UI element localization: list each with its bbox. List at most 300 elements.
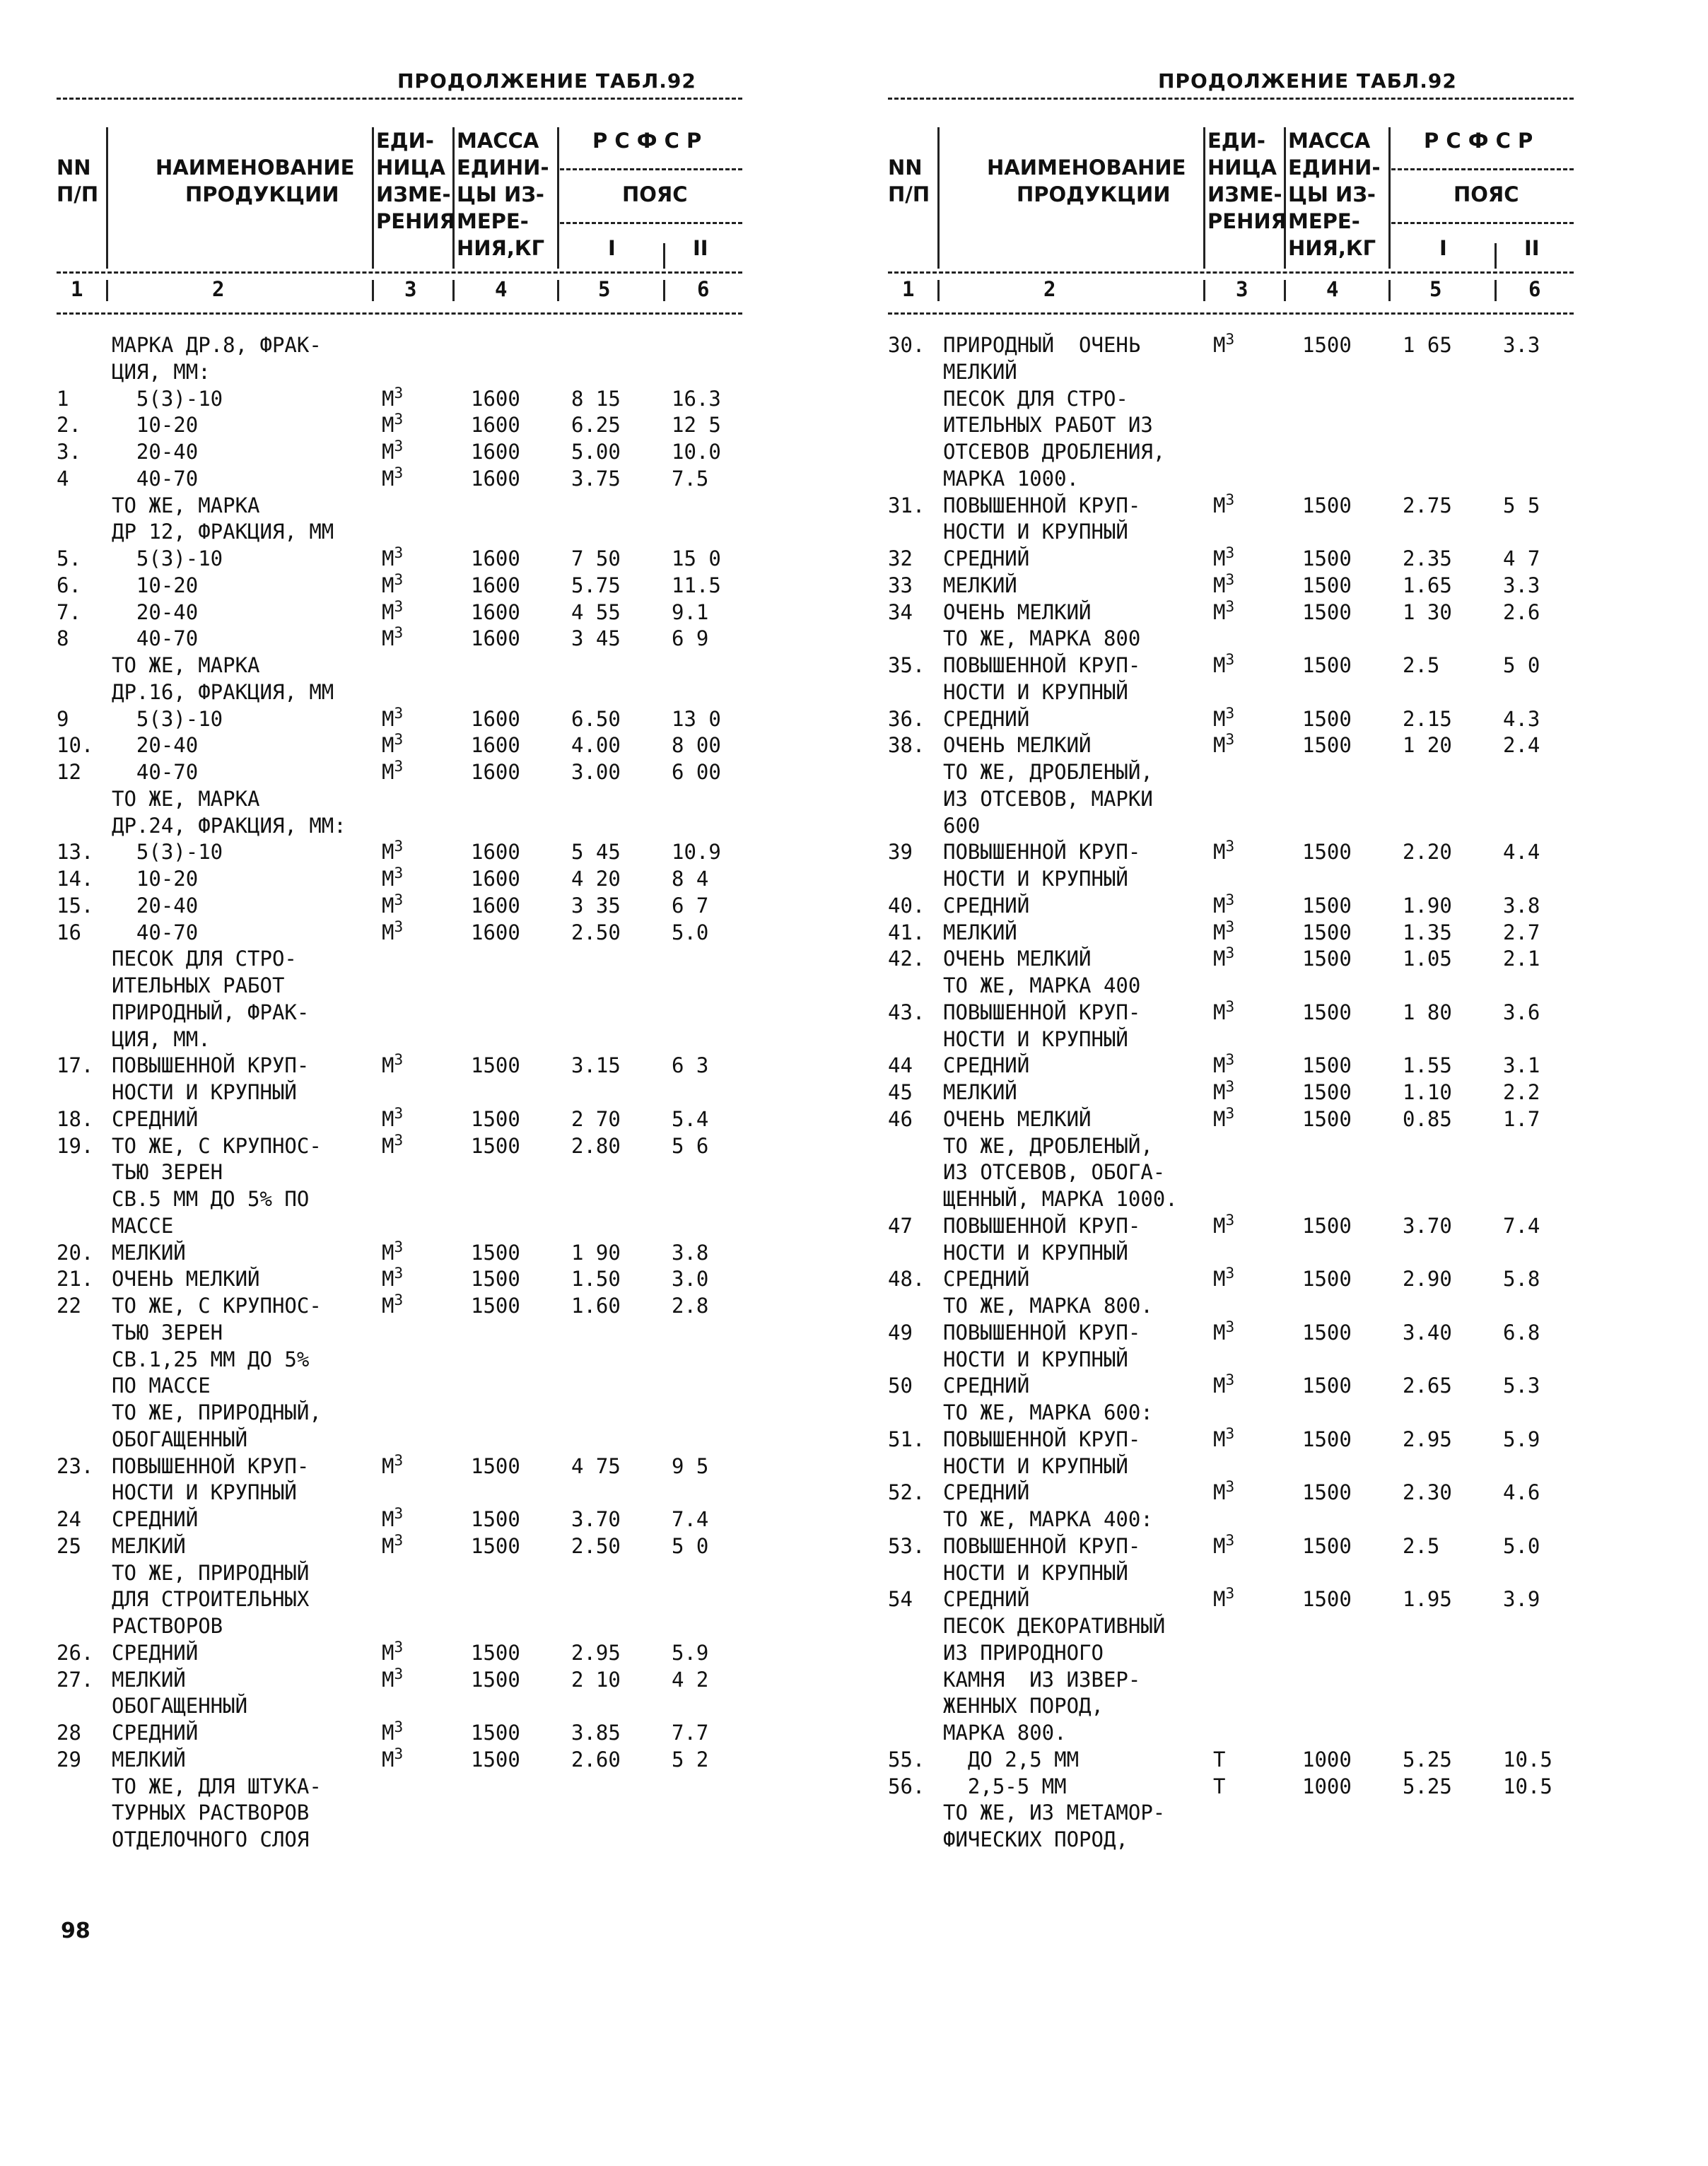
row-number: 22 <box>57 1294 81 1318</box>
row-number: 17. <box>57 1053 94 1078</box>
unit-mass: 1500 <box>1302 893 1352 918</box>
product-name: ЦИЯ, ММ: <box>112 359 211 384</box>
header-divider <box>663 280 665 301</box>
price-zone-2: 5.9 <box>1503 1427 1540 1451</box>
price-zone-2: 9.1 <box>672 599 709 624</box>
header-divider <box>106 127 108 269</box>
header-divider <box>372 280 374 301</box>
unit-of-measure: $М^3$ <box>382 544 404 570</box>
unit-mass: 1500 <box>1302 947 1352 971</box>
unit-of-measure: $М^3$ <box>1213 1478 1235 1505</box>
unit-mass: 1500 <box>471 1240 520 1265</box>
product-name: ОЧЕНЬ МЕЛКИЙ <box>943 947 1092 971</box>
row-number: 9 <box>57 706 69 731</box>
product-name: НОСТИ И КРУПНЫЙ <box>943 867 1128 891</box>
page-number: 98 <box>61 1919 90 1943</box>
price-zone-2: 3.9 <box>1503 1587 1540 1612</box>
col-number: 2 <box>1043 277 1056 301</box>
unit-of-measure: $М^3$ <box>382 1292 404 1318</box>
table-row <box>57 732 742 759</box>
product-name: СРЕДНИЙ <box>112 1507 199 1531</box>
product-name: МЕЛКИЙ <box>943 1080 1017 1104</box>
price-zone-1: 2.90 <box>1403 1267 1452 1292</box>
row-number: 3. <box>57 440 81 464</box>
price-zone-1: 3.00 <box>571 760 621 784</box>
price-zone-1: 2 10 <box>571 1667 621 1692</box>
row-number: 56. <box>888 1774 925 1798</box>
product-name: 20-40 <box>112 599 199 624</box>
header-divider <box>372 127 374 269</box>
row-number: 40. <box>888 893 925 918</box>
price-zone-2: 5 6 <box>672 1133 709 1158</box>
product-name: 40-70 <box>112 760 199 784</box>
row-number: 54 <box>888 1587 913 1612</box>
header-sub-rule <box>560 222 742 224</box>
price-zone-2: 5.0 <box>672 920 709 944</box>
unit-of-measure: $М^3$ <box>1213 651 1235 677</box>
price-zone-1: 3.40 <box>1403 1320 1452 1345</box>
unit-mass: 1500 <box>471 1106 520 1131</box>
header-unit: ЕДИ- НИЦА ИЗМЕ- РЕНИЯ <box>1207 129 1287 233</box>
product-name: ТО ЖЕ, ДРОБЛЕНЫЙ, <box>943 1133 1153 1158</box>
price-zone-2: 1.7 <box>1503 1106 1540 1131</box>
price-zone-1: 2.65 <box>1403 1374 1452 1398</box>
price-zone-1: 6.50 <box>571 706 621 731</box>
product-name: ПОВЫШЕННОЙ КРУП- <box>112 1453 310 1478</box>
price-zone-1: 8 15 <box>571 386 621 411</box>
row-number: 38. <box>888 733 925 758</box>
table-row <box>888 866 1574 893</box>
continuation-title: ПРОДОЛЖЕНИЕ ТАБЛ.92 <box>397 69 696 93</box>
row-number: 30. <box>888 333 925 357</box>
product-name: ПОВЫШЕННОЙ КРУП- <box>943 1213 1141 1238</box>
unit-mass: 1500 <box>1302 1587 1352 1612</box>
product-name: НОСТИ И КРУПНЫЙ <box>943 1560 1128 1585</box>
unit-of-measure: $М^3$ <box>382 1051 404 1078</box>
table-row <box>888 1560 1574 1587</box>
price-zone-2: 5.3 <box>1503 1374 1540 1398</box>
unit-mass: 1500 <box>1302 920 1352 944</box>
unit-of-measure: $М^3$ <box>382 384 404 411</box>
row-number: 2. <box>57 413 81 438</box>
unit-mass: 1500 <box>1302 333 1352 357</box>
unit-of-measure: $М^3$ <box>382 891 404 918</box>
price-zone-2: 6 3 <box>672 1053 709 1078</box>
table-row <box>888 386 1574 413</box>
price-zone-1: 1 80 <box>1403 1000 1452 1024</box>
product-name: МЕЛКИЙ <box>112 1533 186 1558</box>
unit-mass: 1500 <box>471 1133 520 1158</box>
price-zone-1: 5.00 <box>571 440 621 464</box>
price-zone-1: 1.05 <box>1403 947 1452 971</box>
unit-mass: 1500 <box>1302 1106 1352 1131</box>
table-row <box>888 1720 1574 1747</box>
row-number: 48. <box>888 1267 925 1292</box>
row-number: 6. <box>57 573 81 597</box>
unit-of-measure: $М^3$ <box>382 704 404 731</box>
table-header <box>888 98 1574 338</box>
product-name: ПРИРОДНЫЙ ОЧЕНЬ <box>943 333 1141 357</box>
table-row <box>57 813 742 840</box>
table-row <box>57 412 742 439</box>
price-zone-2: 5.4 <box>672 1106 709 1131</box>
table-row <box>888 1533 1574 1560</box>
price-zone-1: 1 65 <box>1403 333 1452 357</box>
table-row <box>888 1586 1574 1613</box>
unit-mass: 1500 <box>1302 1533 1352 1558</box>
unit-of-measure: $М^3$ <box>1213 1078 1235 1104</box>
table-row <box>57 1586 742 1613</box>
unit-of-measure: $М^3$ <box>382 624 404 651</box>
product-name: МАРКА ДР.8, ФРАК- <box>112 333 322 357</box>
price-zone-2: 3.1 <box>1503 1053 1540 1078</box>
unit-of-measure: $М^3$ <box>382 1131 404 1158</box>
table-row <box>888 1506 1574 1533</box>
table-header <box>57 98 742 338</box>
table-row <box>57 652 742 679</box>
unit-mass: 1600 <box>471 546 520 570</box>
product-name: ПОВЫШЕННОЙ КРУП- <box>943 1000 1141 1024</box>
unit-of-measure: $М^3$ <box>1213 1104 1235 1131</box>
table-row <box>888 997 1574 1026</box>
product-name: ОЧЕНЬ МЕЛКИЙ <box>943 599 1092 624</box>
table-row <box>888 1106 1574 1133</box>
price-zone-1: 4.00 <box>571 733 621 758</box>
price-zone-2: 2.1 <box>1503 947 1540 971</box>
row-number: 31. <box>888 493 925 517</box>
table-row <box>888 1424 1574 1453</box>
unit-of-measure: $М^3$ <box>1213 918 1235 944</box>
unit-of-measure: $М^3$ <box>382 464 404 491</box>
product-name: ТО ЖЕ, МАРКА 800. <box>943 1294 1153 1318</box>
table-row <box>888 519 1574 546</box>
table-row <box>888 1640 1574 1667</box>
table-row <box>57 973 742 1000</box>
unit-of-measure: $М^3$ <box>1213 1424 1235 1451</box>
product-name: НОСТИ И КРУПНЫЙ <box>943 679 1128 704</box>
header-name: НАИМЕНОВАНИЕ ПРОДУКЦИИ <box>987 156 1186 206</box>
row-number: 43. <box>888 1000 925 1024</box>
price-zone-2: 6 9 <box>672 626 709 651</box>
price-zone-1: 3 35 <box>571 893 621 918</box>
header-divider <box>663 243 665 269</box>
header-divider <box>1203 280 1205 301</box>
product-name: СВ.1,25 ММ ДО 5% <box>112 1347 310 1371</box>
header-divider <box>937 127 940 269</box>
row-number: 26. <box>57 1640 94 1665</box>
table-row <box>888 946 1574 973</box>
header-divider <box>1494 243 1497 269</box>
unit-of-measure: $М^3$ <box>382 1665 404 1692</box>
table-body-right <box>888 332 1574 1854</box>
unit-of-measure: $М^3$ <box>382 1745 404 1772</box>
col-number: 6 <box>1528 277 1541 301</box>
product-name: МАССЕ <box>112 1213 174 1238</box>
product-name: ТЬЮ ЗЕРЕН <box>112 1320 223 1345</box>
table-row <box>888 1026 1574 1053</box>
unit-mass: 1500 <box>471 1453 520 1478</box>
table-row <box>57 599 742 626</box>
row-number: 27. <box>57 1667 94 1692</box>
product-name: НОСТИ И КРУПНЫЙ <box>943 1026 1128 1051</box>
row-number: 44 <box>888 1053 913 1078</box>
table-row <box>888 1266 1574 1293</box>
price-zone-2: 4.4 <box>1503 840 1540 865</box>
unit-mass: 1500 <box>471 1747 520 1772</box>
unit-of-measure: $М^3$ <box>1213 1371 1235 1398</box>
product-name: МЕЛКИЙ <box>112 1747 186 1772</box>
unit-mass: 1500 <box>1302 573 1352 597</box>
price-zone-1: 6.25 <box>571 413 621 438</box>
product-name: НОСТИ И КРУПНЫЙ <box>112 1080 297 1104</box>
row-number: 23. <box>57 1453 94 1478</box>
price-zone-1: 3.75 <box>571 466 621 491</box>
row-number: 49 <box>888 1320 913 1345</box>
table-row <box>888 1240 1574 1267</box>
product-name: НОСТИ И КРУПНЫЙ <box>943 1453 1128 1478</box>
table-row <box>57 786 742 813</box>
product-name: МАРКА 1000. <box>943 466 1080 491</box>
row-number: 47 <box>888 1213 913 1238</box>
unit-mass: 1500 <box>471 1053 520 1078</box>
row-number: 33 <box>888 573 913 597</box>
product-name: МЕЛКИЙ <box>112 1667 186 1692</box>
product-name: СРЕДНИЙ <box>943 1480 1030 1505</box>
table-row <box>888 1613 1574 1640</box>
product-name: ОЧЕНЬ МЕЛКИЙ <box>112 1267 260 1292</box>
product-name: ТО ЖЕ, МАРКА <box>112 493 260 517</box>
product-name: СРЕДНИЙ <box>943 1053 1030 1078</box>
price-zone-2: 9 5 <box>672 1453 709 1478</box>
product-name: ИЗ ОТСЕВОВ, ОБОГА- <box>943 1160 1166 1185</box>
row-number: 21. <box>57 1267 94 1292</box>
table-row <box>888 759 1574 786</box>
price-zone-2: 11.5 <box>672 573 721 597</box>
product-name: ИЗ ОТСЕВОВ, МАРКИ <box>943 786 1153 811</box>
product-name: МЕЛКИЙ <box>112 1240 186 1265</box>
product-name: ОБОГАЩЕННЫЙ <box>112 1694 248 1719</box>
table-row <box>888 1293 1574 1320</box>
product-name: НОСТИ И КРУПНЫЙ <box>943 1347 1128 1371</box>
unit-mass: 1500 <box>1302 599 1352 624</box>
product-name: ТО ЖЕ, МАРКА <box>112 653 260 677</box>
price-zone-1: 1 30 <box>1403 599 1452 624</box>
table-row <box>888 1347 1574 1374</box>
product-name: МЕЛКИЙ <box>943 920 1017 944</box>
col-number: 2 <box>212 277 225 301</box>
product-name: ОТСЕВОВ ДРОБЛЕНИЯ, <box>943 440 1166 464</box>
header-mid-rule <box>888 271 1574 274</box>
col-number: 3 <box>404 277 417 301</box>
price-zone-1: 3 45 <box>571 626 621 651</box>
product-name: МАРКА 800. <box>943 1721 1067 1745</box>
row-number: 55. <box>888 1747 925 1772</box>
product-name: 40-70 <box>112 626 199 651</box>
table-row <box>888 493 1574 520</box>
unit-of-measure: $М^3$ <box>382 1505 404 1531</box>
table-row <box>888 1453 1574 1480</box>
table-row <box>57 1506 742 1533</box>
table-row <box>57 1026 742 1053</box>
product-name: ПОВЫШЕННОЙ КРУП- <box>943 840 1141 865</box>
product-name: МЕЛКИЙ <box>943 573 1017 597</box>
table-row <box>57 1266 742 1293</box>
unit-of-measure: $М^3$ <box>1213 570 1235 597</box>
row-number: 46 <box>888 1106 913 1131</box>
product-name: 2,5-5 ММ <box>943 1774 1067 1798</box>
header-zone-1: I <box>1439 236 1447 260</box>
unit-of-measure: $М^3$ <box>382 838 404 865</box>
table-row <box>888 412 1574 439</box>
table-row <box>57 1480 742 1506</box>
product-name: ТО ЖЕ, С КРУПНОС- <box>112 1294 322 1318</box>
table-row <box>57 493 742 520</box>
row-number: 50 <box>888 1374 913 1398</box>
product-name: СРЕДНИЙ <box>943 893 1030 918</box>
table-row <box>888 1079 1574 1106</box>
price-zone-2: 7.5 <box>672 466 709 491</box>
table-row <box>57 893 742 920</box>
product-name: 20-40 <box>112 733 199 758</box>
price-zone-2: 5.9 <box>672 1640 709 1665</box>
price-zone-2: 5 0 <box>1503 653 1540 677</box>
price-zone-2: 16.3 <box>672 386 721 411</box>
unit-mass: 1500 <box>1302 493 1352 517</box>
unit-mass: 1600 <box>471 760 520 784</box>
row-number: 13. <box>57 840 94 865</box>
price-zone-1: 1.65 <box>1403 573 1452 597</box>
unit-of-measure: $М^3$ <box>382 1265 404 1292</box>
product-name: ЖЕННЫХ ПОРОД, <box>943 1694 1104 1719</box>
price-zone-1: 2.80 <box>571 1133 621 1158</box>
price-zone-1: 2.5 <box>1403 653 1440 677</box>
unit-mass: 1500 <box>471 1667 520 1692</box>
unit-of-measure: $М^3$ <box>382 597 404 624</box>
price-zone-2: 7.4 <box>1503 1213 1540 1238</box>
unit-mass: 1500 <box>1302 733 1352 758</box>
price-zone-1: 3.70 <box>571 1507 621 1531</box>
row-number: 15. <box>57 893 94 918</box>
row-number: 18. <box>57 1106 94 1131</box>
product-name: ПОВЫШЕННОЙ КРУП- <box>112 1053 310 1078</box>
product-name: ДО 2,5 ММ <box>943 1747 1080 1772</box>
price-zone-1: 3.70 <box>1403 1213 1452 1238</box>
product-name: ТО ЖЕ, МАРКА 400: <box>943 1507 1153 1531</box>
price-zone-2: 7.7 <box>672 1721 709 1745</box>
product-name: ПОВЫШЕННОЙ КРУП- <box>943 1427 1141 1451</box>
product-name: ДР.16, ФРАКЦИЯ, ММ <box>112 679 334 704</box>
price-zone-1: 7 50 <box>571 546 621 570</box>
unit-mass: 1500 <box>471 1294 520 1318</box>
unit-of-measure: $М^3$ <box>382 570 404 597</box>
price-zone-1: 3.85 <box>571 1721 621 1745</box>
table-row <box>888 813 1574 840</box>
unit-mass: 1500 <box>471 1507 520 1531</box>
product-name: НОСТИ И КРУПНЫЙ <box>943 1240 1128 1265</box>
table-row <box>57 1053 742 1079</box>
price-zone-1: 1.10 <box>1403 1080 1452 1104</box>
table-row <box>57 1613 742 1640</box>
header-mass: МАССА ЕДИНИ- ЦЫ ИЗ- МЕРЕ- НИЯ,КГ <box>1288 129 1381 260</box>
price-zone-2: 10.9 <box>672 840 721 865</box>
product-name: 600 <box>943 813 981 838</box>
table-row <box>888 466 1574 493</box>
unit-mass: 1600 <box>471 573 520 597</box>
header-divider <box>1388 280 1391 301</box>
unit-of-measure: $М^3$ <box>1213 1051 1235 1078</box>
table-row <box>57 626 742 652</box>
product-name: ПОВЫШЕННОЙ КРУП- <box>943 1320 1141 1345</box>
header-zone: ПОЯС <box>622 182 688 206</box>
price-zone-2: 7.4 <box>672 1507 709 1531</box>
row-number: 16 <box>57 920 81 944</box>
unit-of-measure: Т <box>1213 1747 1226 1772</box>
row-number: 51. <box>888 1427 925 1451</box>
table-row <box>57 679 742 706</box>
unit-of-measure: $М^3$ <box>1213 544 1235 570</box>
unit-mass: 1600 <box>471 440 520 464</box>
table-row <box>888 546 1574 573</box>
table-row <box>57 1373 742 1400</box>
price-zone-1: 2.50 <box>571 1533 621 1558</box>
price-zone-2: 10.5 <box>1503 1774 1552 1798</box>
product-name: ОБОГАЩЕННЫЙ <box>112 1427 248 1451</box>
header-region: Р С Ф С Р <box>592 129 702 153</box>
col-number: 4 <box>495 277 508 301</box>
header-zone: ПОЯС <box>1453 182 1519 206</box>
table-row <box>57 759 742 786</box>
header-nn: NN П/П <box>888 156 930 206</box>
table-row <box>888 439 1574 466</box>
table-row <box>888 839 1574 866</box>
table-row <box>888 626 1574 652</box>
table-row <box>57 1293 742 1320</box>
unit-of-measure: $М^3$ <box>382 865 404 891</box>
row-number: 10. <box>57 733 94 758</box>
table-row <box>888 1693 1574 1720</box>
table-row <box>888 1800 1574 1827</box>
table-row <box>57 386 742 413</box>
product-name: ПЕСОК ДЕКОРАТИВНЫЙ <box>943 1614 1166 1638</box>
product-name: ПЕСОК ДЛЯ СТРО- <box>943 386 1128 411</box>
unit-mass: 1500 <box>1302 1267 1352 1292</box>
header-sub-rule <box>1391 168 1574 170</box>
price-zone-1: 3.15 <box>571 1053 621 1078</box>
table-row <box>888 1159 1574 1186</box>
table-row <box>57 1400 742 1427</box>
row-number: 36. <box>888 706 925 731</box>
product-name: ПРИРОДНЫЙ, ФРАК- <box>112 1000 310 1024</box>
table-row <box>57 866 742 893</box>
unit-of-measure: $М^3$ <box>382 438 404 464</box>
product-name: ИЗ ПРИРОДНОГО <box>943 1640 1104 1665</box>
price-zone-1: 0.85 <box>1403 1106 1452 1131</box>
price-zone-2: 2.6 <box>1503 599 1540 624</box>
unit-of-measure: $М^3$ <box>1213 331 1235 357</box>
unit-mass: 1000 <box>1302 1774 1352 1798</box>
row-number: 45 <box>888 1080 913 1104</box>
table-row <box>57 1667 742 1694</box>
table-row <box>888 1053 1574 1079</box>
table-row <box>888 1213 1574 1240</box>
table-row <box>57 1159 742 1186</box>
unit-mass: 1500 <box>471 1533 520 1558</box>
product-name: ЦИЯ, ММ. <box>112 1026 211 1051</box>
table-row <box>888 706 1574 733</box>
unit-mass: 1500 <box>1302 1320 1352 1345</box>
table-row <box>57 1427 742 1453</box>
row-number: 39 <box>888 840 913 865</box>
